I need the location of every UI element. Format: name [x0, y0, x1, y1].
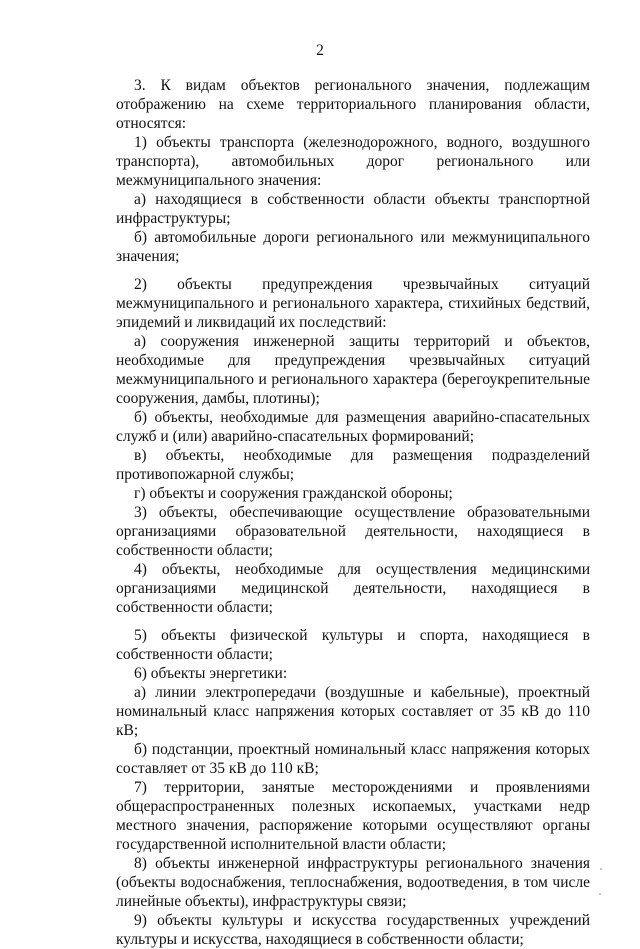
paragraph-medical: 4) объекты, необходимые для осуществления медицинскими организациями медицинской деятельности, находящиеся в собственности области;: [116, 561, 590, 616]
paragraph-deposits: 7) территории, занятые месторождениями и проявлениями общераспространенных полезных ископаемых, участками недр местного значения, распоряжение которыми осуществляют органы государственной исполнительной власти области;: [116, 779, 590, 853]
paragraph-transport-a: а) находящиеся в собственности области объекты транспортной инфраструктуры;: [116, 191, 590, 227]
paragraph-energy-b: б) подстанции, проектный номинальный класс напряжения которых составляет от 35 кВ до 110 кВ;: [116, 741, 590, 777]
paragraph-emergency-b: б) объекты, необходимые для размещения аварийно-спасательных служб и (или) аварийно-спасательных формирований;: [116, 409, 590, 445]
paragraph-education: 3) объекты, обеспечивающие осуществление образовательными организациями образовательной деятельности, находящиеся в собственности области;: [116, 504, 590, 559]
paragraph-emergency-a: а) сооружения инженерной защиты территорий и объектов, необходимые для предупреждения чрезвычайных ситуаций межмуниципального и регионального характера (берегоукрепительные сооружения, дамбы, плотины);: [116, 333, 590, 407]
scan-artifact: [600, 868, 602, 870]
scan-artifact: [599, 893, 601, 895]
document-body: [116, 76, 590, 949]
paragraph-transport: 1) объекты транспорта (железнодорожного, водного, воздушного транспорта), автомобильных дорог регионального или межмуниципального значения:: [116, 134, 590, 189]
paragraph-item-3: 3. К видам объектов регионального значения, подлежащим отображению на схеме территориального планирования области, относятся:: [116, 77, 590, 132]
page-number: 2: [316, 42, 324, 59]
paragraph-emergency-v: в) объекты, необходимые для размещения подразделений противопожарной службы;: [116, 447, 590, 483]
paragraph-sport: 5) объекты физической культуры и спорта, находящиеся в собственности области;: [116, 627, 590, 663]
paragraph-emergency: 2) объекты предупреждения чрезвычайных ситуаций межмуниципального и регионального характера, стихийных бедствий, эпидемий и ликвидаций их последствий:: [116, 276, 590, 331]
paragraph-emergency-g: г) объекты и сооружения гражданской обороны;: [134, 485, 453, 502]
paragraph-energy: 6) объекты энергетики:: [134, 665, 288, 682]
paragraph-transport-b: б) автомобильные дороги регионального или межмуниципального значения;: [116, 229, 590, 265]
paragraph-energy-a: а) линии электропередачи (воздушные и кабельные), проектный номинальный класс напряжения которых составляет от 35 кВ до 110 кВ;: [116, 684, 590, 739]
paragraph-engineering: 8) объекты инженерной инфраструктуры регионального значения (объекты водоснабжения, теплоснабжения, водоотведения, в том числе линейные объекты), инфраструктуры связи;: [116, 855, 590, 910]
paragraph-culture: 9) объекты культуры и искусства государственных учреждений культуры и искусства, находящиеся в собственности области;: [116, 912, 590, 948]
